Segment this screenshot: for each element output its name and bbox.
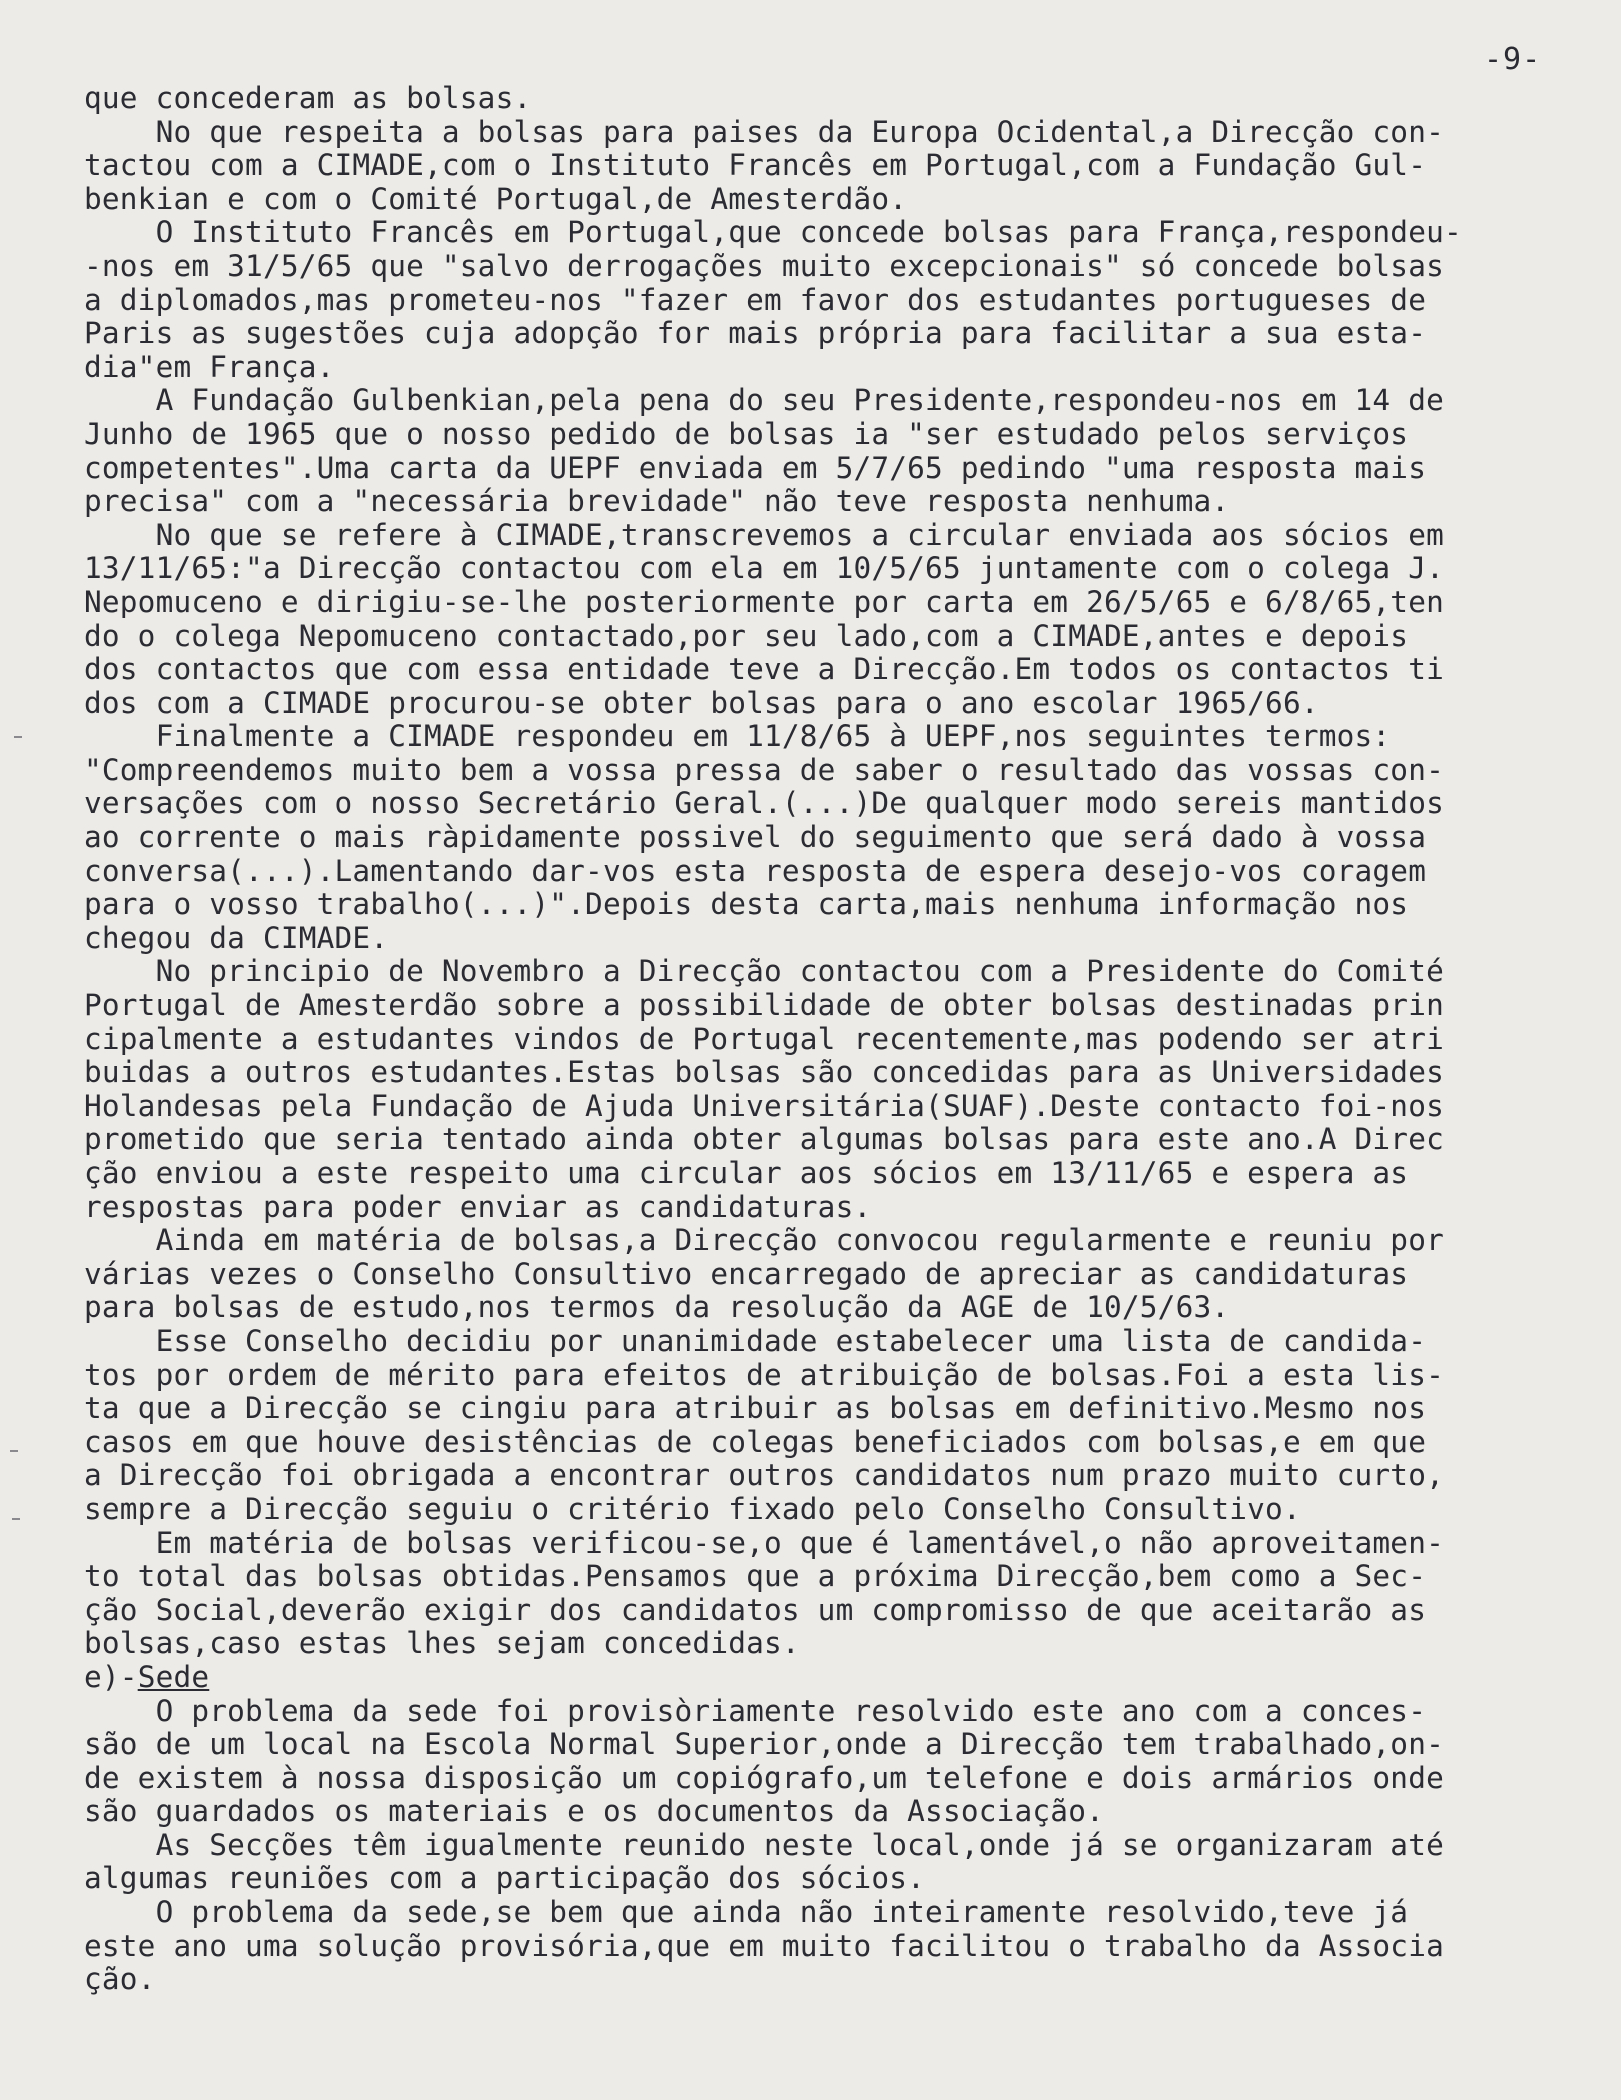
page-number: -9- (1484, 42, 1542, 77)
text-line: de existem à nossa disposição um copiógrafo,um telefone e dois armários onde (84, 1760, 1444, 1795)
text-line: Paris as sugestões cuja adopção for mais própria para facilitar a sua esta- (84, 316, 1427, 351)
text-line: Ainda em matéria de bolsas,a Direcção convocou regularmente e reuniu por (84, 1223, 1444, 1258)
text-line: tos por ordem de mérito para efeitos de atribuição de bolsas.Foi a esta lis- (84, 1357, 1444, 1392)
text-line: -nos em 31/5/65 que "salvo derrogações muito excepcionais" só concede bolsas (84, 248, 1444, 283)
section-e-text (84, 1695, 1584, 1997)
text-line: competentes".Uma carta da UEPF enviada em 5/7/65 pedindo "uma resposta mais (84, 450, 1427, 485)
text-line: para bolsas de estudo,nos termos da resolução da AGE de 10/5/63. (84, 1290, 1230, 1325)
text-line: são de um local na Escola Normal Superior,onde a Direcção tem trabalhado,on- (84, 1727, 1444, 1762)
text-line: Nepomuceno e dirigiu-se-lhe posteriormente por carta em 26/5/65 e 6/8/65,ten (84, 584, 1444, 619)
text-line: chegou da CIMADE. (84, 920, 389, 955)
text-line: dia"em França. (84, 349, 335, 384)
text-line: ção enviou a este respeito uma circular aos sócios em 13/11/65 e espera as (84, 1156, 1409, 1190)
text-line: cipalmente a estudantes vindos de Portugal recentemente,mas podendo ser atri (84, 1021, 1444, 1056)
text-line: 13/11/65:"a Direcção contactou com ela em 10/5/65 juntamente com o colega J. (84, 551, 1444, 586)
text-line: dos contactos que com essa entidade teve a Direcção.Em todos os contactos ti (84, 652, 1444, 687)
text-line: No que se refere à CIMADE,transcrevemos a circular enviada aos sócios em (84, 517, 1444, 552)
text-line: Junho de 1965 que o nosso pedido de bolsas ia "ser estudado pelos serviços (84, 416, 1409, 451)
text-line: precisa" com a "necessária brevidade" não teve resposta nenhuma. (84, 484, 1230, 519)
text-line: respostas para poder enviar as candidaturas. (84, 1189, 872, 1224)
text-line: versações com o nosso Secretário Geral.(...)De qualquer modo sereis mantidos (84, 786, 1444, 821)
text-line: algumas reuniões com a participação dos sócios. (84, 1861, 926, 1896)
margin-mark (10, 1450, 18, 1452)
section-e-title: Sede (137, 1659, 210, 1694)
text-line: Portugal de Amesterdão sobre a possibilidade de obter bolsas destinadas prin (84, 988, 1444, 1023)
text-line: buidas a outros estudantes.Estas bolsas são concedidas para as Universidades (84, 1055, 1444, 1090)
text-line: são guardados os materiais e os documentos da Associação. (84, 1794, 1104, 1829)
text-line: benkian e com o Comité Portugal,de Amesterdão. (84, 181, 908, 216)
text-line: para o vosso trabalho(...)".Depois desta carta,mais nenhuma informação nos (84, 887, 1409, 922)
text-line: conversa(...).Lamentando dar-vos esta resposta de espera desejo-vos coragem (84, 853, 1427, 888)
text-line: Holandesas pela Fundação de Ajuda Universitária(SUAF).Deste contacto foi-nos (84, 1088, 1444, 1123)
text-line: várias vezes o Conselho Consultivo encarregado de apreciar as candidaturas (84, 1256, 1409, 1291)
text-line: Em matéria de bolsas verificou-se,o que é lamentável,o não aproveitamen- (84, 1525, 1444, 1560)
text-line: este ano uma solução provisória,que em muito facilitou o trabalho da Associa (84, 1928, 1444, 1963)
text-line: sempre a Direcção seguiu o critério fixado pelo Conselho Consultivo. (84, 1491, 1301, 1526)
text-line: O problema da sede foi provisòriamente resolvido este ano com a conces- (84, 1693, 1427, 1728)
text-line: tactou com a CIMADE,com o Instituto Francês em Portugal,com a Fundação Gul- (84, 148, 1427, 183)
margin-mark (14, 736, 22, 738)
margin-mark (12, 1518, 20, 1520)
text-line: As Secções têm igualmente reunido neste local,onde já se organizaram até (84, 1827, 1444, 1862)
text-line: do o colega Nepomuceno contactado,por seu lado,com a CIMADE,antes e depois (84, 618, 1409, 653)
text-line: ao corrente o mais ràpidamente possivel do seguimento que será dado à vossa (84, 820, 1427, 855)
body-text (84, 82, 1584, 1997)
text-line: a Direcção foi obrigada a encontrar outros candidatos num prazo muito curto, (84, 1458, 1444, 1493)
text-line: Esse Conselho decidiu por unanimidade estabelecer uma lista de candida- (84, 1323, 1427, 1358)
text-line: casos em que houve desistências de colegas beneficiados com bolsas,e em que (84, 1424, 1427, 1459)
text-line: ção. (84, 1962, 156, 1997)
text-line: ta que a Direcção se cingiu para atribuir as bolsas em definitivo.Mesmo nos (84, 1391, 1427, 1426)
text-line: prometido que seria tentado ainda obter algumas bolsas para este ano.A Direc (84, 1122, 1444, 1157)
text-line: que concederam as bolsas. (84, 81, 532, 115)
text-line: Finalmente a CIMADE respondeu em 11/8/65 à UEPF,nos seguintes termos: (84, 719, 1391, 754)
text-line: A Fundação Gulbenkian,pela pena do seu Presidente,respondeu-nos em 14 de (84, 383, 1444, 418)
section-e-prefix: e)- (84, 1659, 138, 1694)
text-line: ção Social,deverão exigir dos candidatos um compromisso de que aceitarão as (84, 1592, 1427, 1627)
text-line: bolsas,caso estas lhes sejam concedidas. (84, 1626, 800, 1661)
text-line: "Compreendemos muito bem a vossa pressa de saber o resultado das vossas con- (84, 752, 1444, 787)
text-line: O problema da sede,se bem que ainda não inteiramente resolvido,teve já (84, 1895, 1409, 1930)
text-line: O Instituto Francês em Portugal,que concede bolsas para França,respondeu- (84, 215, 1462, 250)
text-line: a diplomados,mas prometeu-nos "fazer em favor dos estudantes portugueses de (84, 282, 1427, 317)
text-line: to total das bolsas obtidas.Pensamos que a próxima Direcção,bem como a Sec- (84, 1559, 1427, 1594)
text-line: No que respeita a bolsas para paises da Europa Ocidental,a Direcção con- (84, 114, 1444, 149)
section-e-heading (84, 1661, 1584, 1695)
text-line: dos com a CIMADE procurou-se obter bolsas para o ano escolar 1965/66. (84, 685, 1319, 720)
text-line: No principio de Novembro a Direcção contactou com a Presidente do Comité (84, 954, 1444, 989)
scholarships-text (84, 82, 1584, 1661)
